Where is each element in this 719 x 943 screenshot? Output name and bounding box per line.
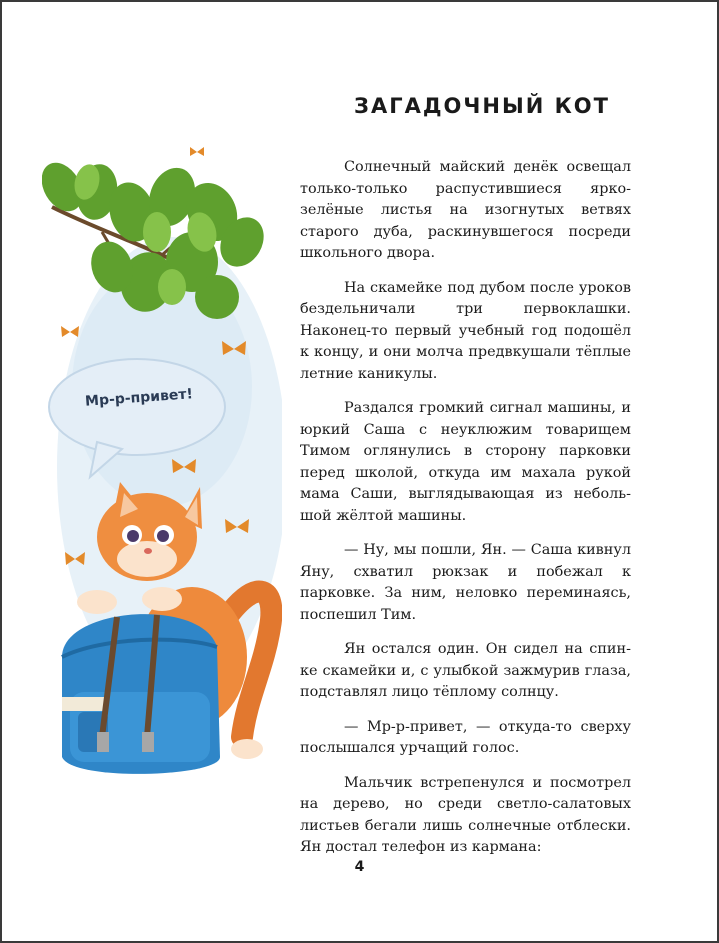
paragraph: — Мр-р-привет, — откуда-то сверху послышался урчащий голос.: [300, 718, 631, 756]
paragraph: Раздался громкий сигнал машины, и юркий Саша с неуклюжим товарищем Тимом оглянулись в сторону парковки перед школой, откуда им махала рукой мама Саши, выглядывающая из небольшой жёлтой машины.: [300, 400, 631, 524]
page-number: 4: [354, 859, 365, 875]
paragraph: На скамейке под дубом после уроков бездельничали три первоклашки. Наконец-то первый учебный год подошёл к концу, и они молча предвкушали тёплые летние каникулы.: [300, 279, 631, 382]
paragraph: Мальчик встрепенулся и посмотрел на дерево, но среди светло-салатовых листьев бегали лишь солнечные отблески. Ян достал телефон из кармана:: [300, 774, 631, 855]
speech-bubble-text: Мр-р-привет!: [84, 386, 194, 410]
paragraph: Ян остался один. Он сидел на спинке скамейки и, с улыбкой зажмурив глаза, подставлял лицо тёплому солнцу.: [300, 641, 631, 700]
body-text: [300, 157, 631, 872]
cat-illustration: [42, 137, 282, 787]
paragraph: Солнечный майский денёк освещал только-только распустившиеся ярко-зелёные листья на изогнутых ветвях старого дуба, раскинувшегося посреди школьного двора.: [300, 159, 631, 261]
oak-branch-icon: [42, 155, 272, 319]
paragraph: — Ну, мы пошли, Ян. — Саша кивнул Яну, схватил рюкзак и побежал к парковке. За ним, неловко переминаясь, поспешил Тим.: [300, 542, 631, 623]
chapter-title: ЗАГАДОЧНЫЙ КОТ: [354, 94, 610, 118]
backpack-icon: [62, 614, 220, 774]
